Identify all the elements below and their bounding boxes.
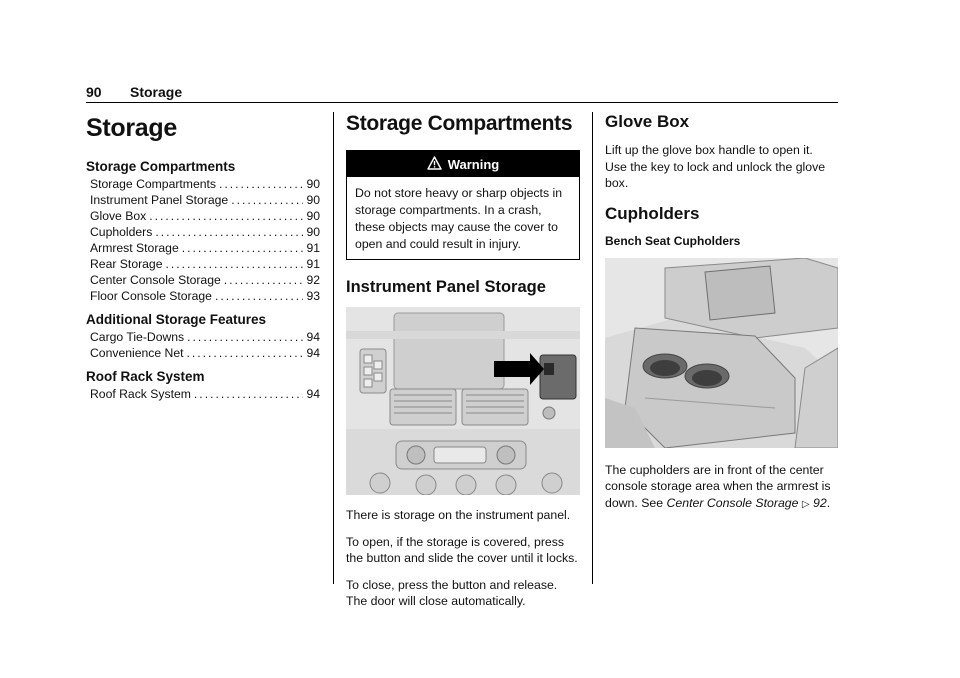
toc-entry[interactable] [86, 208, 320, 224]
toc-entry-page: 90 [306, 209, 320, 223]
toc-entry-page: 94 [306, 346, 320, 360]
warning-bar [347, 151, 579, 177]
toc-entry-label: Cupholders [90, 225, 153, 239]
toc-section [86, 312, 320, 361]
toc-dot-leader [231, 192, 303, 208]
toc-sections [86, 159, 320, 402]
toc-entry[interactable] [86, 272, 320, 288]
cupholders-image [605, 258, 838, 448]
cupholders-text-before: The cupholders are in front of the center console storage area when the armrest is down. See [605, 462, 831, 510]
toc-entry[interactable] [86, 345, 320, 361]
toc-dot-leader [155, 224, 303, 240]
warning-box [346, 150, 580, 260]
toc-entry-page: 92 [306, 273, 320, 287]
toc-entry-page: 94 [306, 330, 320, 344]
header-title: Storage [130, 84, 183, 100]
toc-entry[interactable] [86, 329, 320, 345]
toc-dot-leader [219, 176, 303, 192]
warning-label: Warning [447, 156, 500, 172]
toc-dot-leader [224, 272, 304, 288]
bench-seat-cupholders-caption: Bench Seat Cupholders [605, 233, 741, 248]
toc-entry-page: 91 [306, 241, 320, 255]
glovebox-cupholders-column [605, 110, 838, 523]
column-divider-1 [333, 112, 334, 584]
cupholders-text [605, 462, 838, 514]
glove-box-text: Lift up the glove box handle to open it. Use the key to lock and unlock the glove box. [605, 143, 826, 190]
ip-paragraph-1: There is storage on the instrument panel. [346, 508, 571, 522]
toc-entry-label: Roof Rack System [90, 387, 191, 401]
toc-entry[interactable] [86, 224, 320, 240]
toc-dot-leader [149, 208, 303, 224]
toc-dot-leader [187, 345, 304, 361]
toc-entry-label: Armrest Storage [90, 241, 179, 255]
toc-entry-label: Floor Console Storage [90, 289, 212, 303]
toc-entry[interactable] [86, 288, 320, 304]
toc-dot-leader [215, 288, 303, 304]
toc-entry-label: Glove Box [90, 209, 147, 223]
page-number: 90 [86, 84, 102, 100]
warning-text: Do not store heavy or sharp objects in storage compartments. In a crash, these objects may cause the cover to open and could result in injury. [355, 186, 563, 251]
ip-paragraph-3: To close, press the button and release. The door will close automatically. [346, 577, 558, 608]
toc-section [86, 369, 320, 402]
toc-entry-page: 90 [306, 225, 320, 239]
toc-entry[interactable] [86, 386, 320, 402]
toc-entry-page: 93 [306, 289, 320, 303]
toc-title: Storage [86, 114, 177, 142]
toc-entry-label: Convenience Net [90, 346, 184, 360]
toc-dot-leader [166, 256, 304, 272]
instrument-panel-storage-heading: Instrument Panel Storage [346, 278, 546, 296]
toc-section-heading: Storage Compartments [86, 159, 236, 174]
center-console-storage-page[interactable]: 92 [813, 495, 827, 510]
toc-entry[interactable] [86, 176, 320, 192]
column-divider-2 [592, 112, 593, 584]
toc-entry-page: 94 [306, 387, 320, 401]
center-console-storage-link[interactable]: Center Console Storage [666, 495, 799, 510]
toc-entry-label: Instrument Panel Storage [90, 193, 229, 207]
toc-entry[interactable] [86, 240, 320, 256]
storage-compartments-column [346, 110, 580, 620]
storage-compartments-heading: Storage Compartments [346, 112, 573, 135]
toc-section-heading: Additional Storage Features [86, 312, 267, 327]
toc-dot-leader [182, 240, 304, 256]
toc-section [86, 159, 320, 304]
toc-entry-page: 90 [306, 193, 320, 207]
ip-paragraph-2: To open, if the storage is covered, press the button and slide the cover until it locks. [346, 534, 578, 565]
glove-box-heading: Glove Box [605, 112, 690, 131]
toc-entry-page: 90 [306, 177, 320, 191]
toc-entry-label: Center Console Storage [90, 273, 221, 287]
toc-dot-leader [187, 329, 303, 345]
cupholders-heading: Cupholders [605, 203, 700, 223]
toc-section-heading: Roof Rack System [86, 369, 205, 384]
warning-triangle-icon [427, 156, 442, 173]
toc-entry[interactable] [86, 192, 320, 208]
toc-column [86, 110, 320, 410]
toc-entry-label: Storage Compartments [90, 177, 216, 191]
toc-entry-label: Cargo Tie-Downs [90, 330, 185, 344]
page-header [86, 84, 838, 103]
instrument-panel-image [346, 307, 580, 495]
toc-entry-label: Rear Storage [90, 257, 163, 271]
cupholders-text-after: . [826, 495, 831, 510]
page-reference-icon: ▷ [801, 498, 810, 510]
toc-dot-leader [194, 386, 304, 402]
toc-entry-page: 91 [306, 257, 320, 271]
toc-entry[interactable] [86, 256, 320, 272]
